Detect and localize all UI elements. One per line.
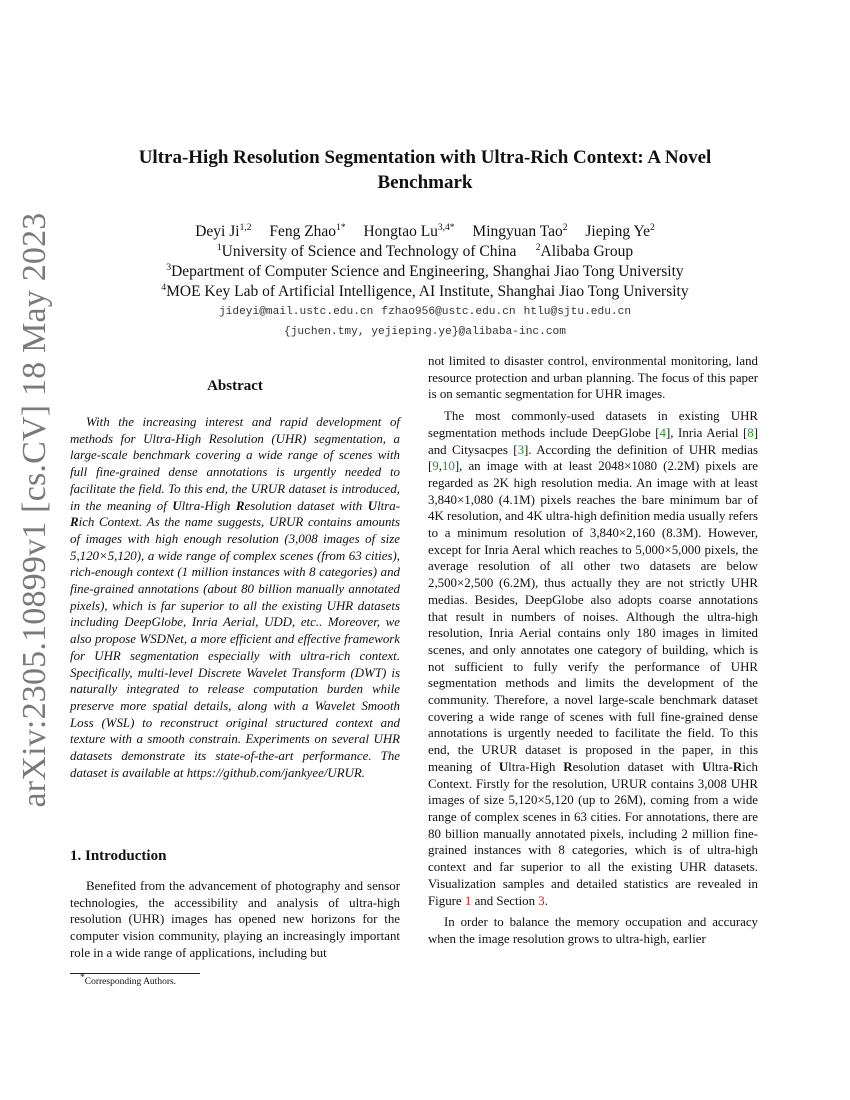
citation-link[interactable]: 8: [747, 425, 754, 440]
author: Hongtao $Lu^{3,4*}$: [363, 222, 455, 240]
affiliation-line-2: $^3$Department of Computer Science and Engineering, Shanghai Jiao Tong University: [166, 262, 684, 280]
author-block: [100, 222, 750, 342]
footnote-rule: [70, 973, 200, 974]
section-heading-introduction: 1. Introduction: [70, 848, 167, 864]
section-link[interactable]: 3: [538, 893, 545, 908]
right-column: [428, 353, 758, 953]
affiliation-line-1: $^1$University of Science and Technology of China $^2$Alibaba Group: [216, 242, 634, 260]
figure-link[interactable]: 1: [464, 893, 472, 908]
arxiv-stamp-text: arXiv:2305.10899v1 [cs.CV] 18 May 2023: [16, 212, 53, 808]
author: Deyi Ji$^{1,2}$: [195, 222, 252, 240]
email: {juchen.tmy, yejieping.ye}@alibaba-inc.com: [284, 326, 566, 338]
author: Mingyuan Tao$^2$: [472, 222, 568, 240]
abstract-body: [70, 414, 400, 781]
intro-left-column: [70, 878, 400, 962]
affiliation-line-3: $^4$MOE Key Lab of Artificial Intelligence, AI Institute, Shanghai Jiao Tong University: [161, 282, 689, 300]
citation-link[interactable]: 3: [517, 442, 525, 457]
author-list: [100, 222, 750, 242]
citation-link[interactable]: 9: [432, 459, 439, 474]
intro-paragraph: Benefited from the advancement of photography and sensor technologies, the accessibility and analysis of ultra-high resolution (UHR) images has opened new horizons for the computer vision community, playing an increasingly important role in a wide range of applications, including but: [70, 879, 400, 960]
arxiv-stamp: [16, 212, 53, 808]
abstract-heading: Abstract: [207, 378, 263, 394]
footnote: *Corresponding Authors.: [80, 972, 177, 987]
citation-link[interactable]: 4: [659, 425, 666, 440]
paragraph: not limited to disaster control, environmental monitoring, land resource protection and urban planning. The focus of this paper is on semantic segmentation for UHR images.: [428, 354, 758, 402]
paragraph: The most commonly-used datasets in existing UHR segmentation methods include DeepGlobe [4], Inria Aerial [8] and Citysacpes [3]. According the definition of UHR medias [9,10], an image with at least 2048×1080 (2.2M) pixels are regarded as 2K high resolution media. An image with at least 3,840×1,080 (4.1M) pixels reaches the bare minimum bar of 4K resolution, and 4K ultra-high definition media usually refers to a minimum resolution of 3,840×2,160 (8.3M). However, except for Inria Aeral which reaches to 5,000×5,000 pixels, the average resolution of all other two datasets are below 2,500×2,500 (6.2M), thus actually they are not strictly UHR medias. Besides, DeepGlobe also adopts coarse annotations that result in numbers of noises. Although the ultra-high resolution, Inria Aerial contains only 180 images in limited scenes, and only annotates one category of building, which is not sufficient to fully verify the performance of UHR segmentation methods and limits the development of the community. Therefore, a novel large-scale benchmark dataset covering a wide range of scenes with full fine-grained dense annotations is urgently needed to facilitate the field. To this end, the URUR dataset is proposed in the paper, in this meaning of Ultra-High Resolution dataset with Ultra-Rich Context. Firstly for the resolution, URUR contains 3,008 UHR images of size 5,120×5,120 (up to 26M), coming from a wide range of complex scenes in 63 cities. For annotations, there are 80 billion manually annotated pixels, including 2 million fine-grained instances with 8 categories, which is of ultra-high context and far superior to all the existing UHR datasets. Visualization samples and detailed statistics are revealed in Figure 1 and Section 3.: [428, 409, 758, 908]
email: jideyi@mail.ustc.edu.cn: [218, 306, 374, 318]
citation-link[interactable]: 10: [441, 459, 455, 474]
email: htlu@sjtu.edu.cn: [523, 306, 632, 318]
email-line-2: [100, 322, 750, 342]
email: fzhao956@ustc.edu.cn: [381, 306, 516, 318]
author: Feng Zhao$^{1*}$: [269, 222, 346, 240]
paragraph: In order to balance the memory occupation and accuracy when the image resolution grows to ultra-high, earlier: [428, 915, 758, 946]
paper-title: Ultra-High Resolution Segmentation with Ultra-Rich Context: A Novel Benchmark: [138, 147, 712, 193]
abstract-paragraph: With the increasing interest and rapid development of methods for Ultra-High Resolution (UHR) segmentation, a large-scale benchmark covering a wide range of scenes with full fine-grained dense annotations is urgently needed to facilitate the field. To this end, the URUR dataset is introduced, in the meaning of Ultra-High Resolution dataset with Ultra-Rich Context. As the name suggests, URUR contains amounts of images with high enough resolution (3,008 images of size 5,120×5,120), a wide range of complex scenes (from 63 cities), rich-enough context (1 million instances with 8 categories) and fine-grained annotations (about 80 billion manually annotated pixels), which is far superior to all the existing UHR datasets including DeepGlobe, Inria Aerial, UDD, etc.. Moreover, we also propose WSDNet, a more efficient and effective framework for UHR segmentation especially with ultra-rich context. Specifically, multi-level Discrete Wavelet Transform (DWT) is naturally integrated to release computation burden while preserve more spatial details, along with a Wavelet Smooth Loss (WSL) to reconstruct original structured context and texture with a smooth constrain. Experiments on several UHR datasets demonstrate its state-of-the-art performance. The dataset is available at https://github.com/jankyee/URUR.: [70, 415, 400, 780]
author: Jieping Ye$^2$: [585, 222, 655, 240]
email-line-1: [100, 302, 750, 322]
